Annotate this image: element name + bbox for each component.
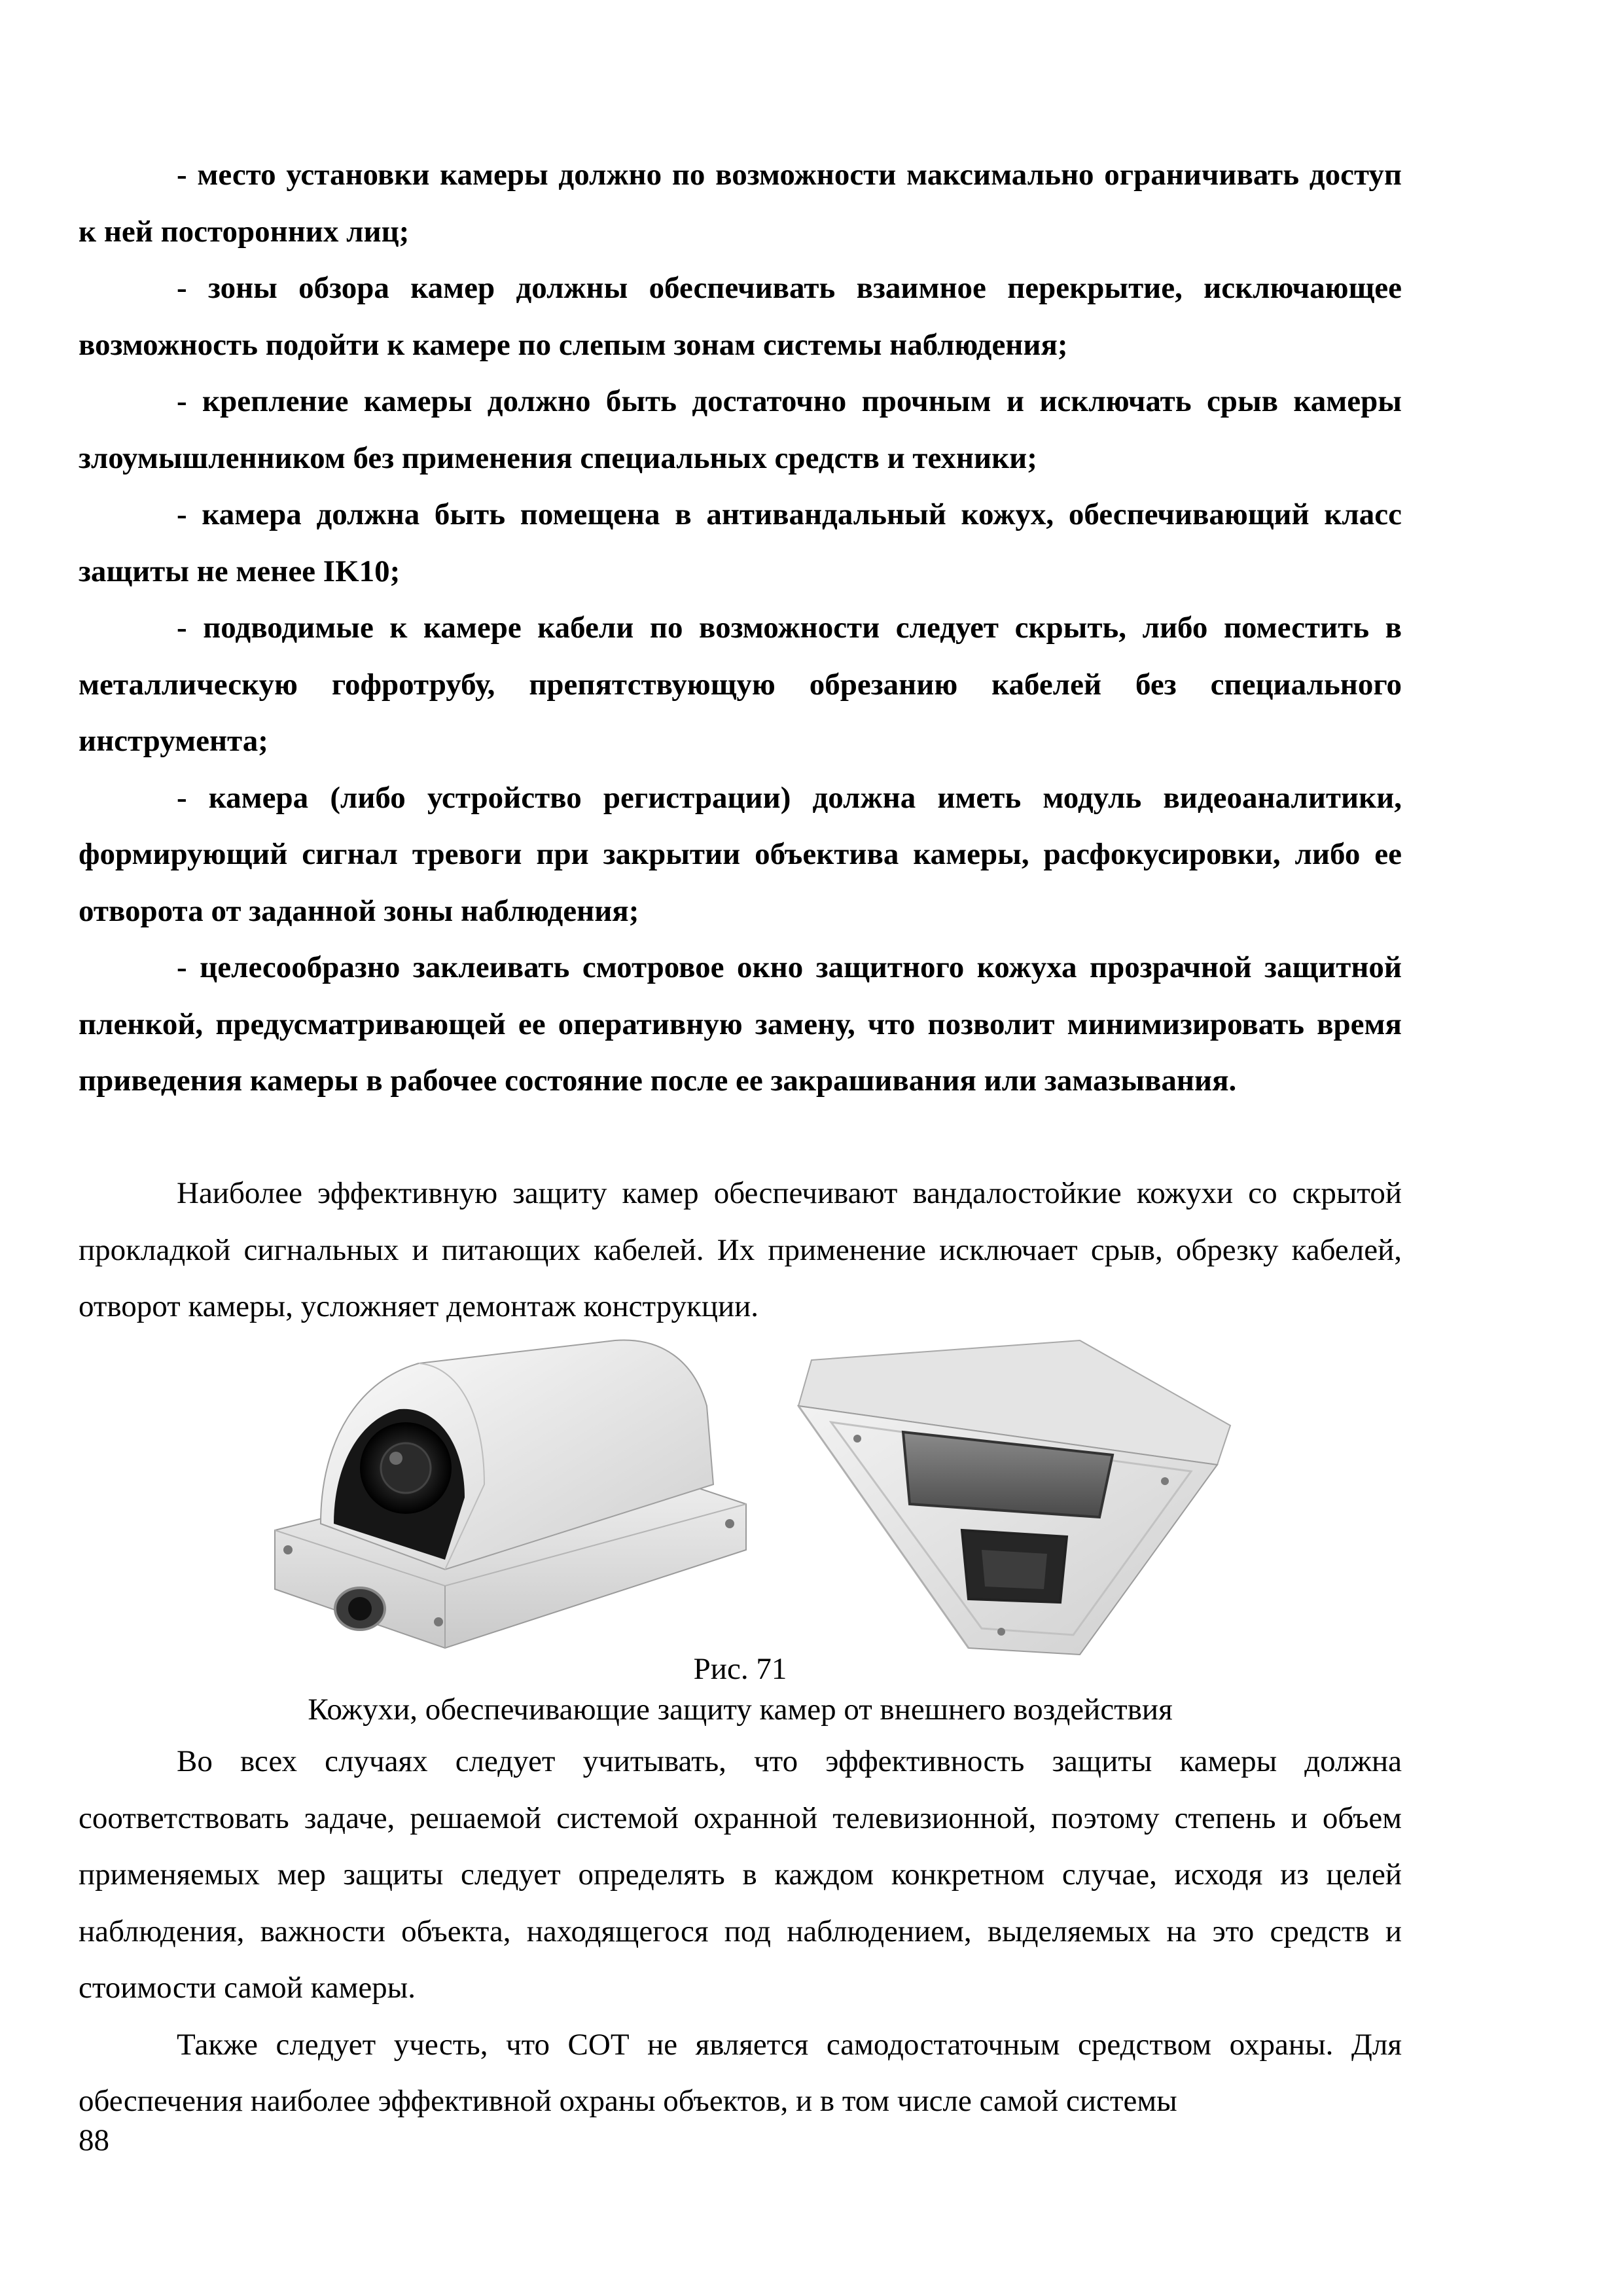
figure-caption: Кожухи, обеспечивающие защиту камер от внешнего воздействия: [308, 1693, 1173, 1727]
list-item: - камера должна быть помещена в антивандальный кожух, обеспечивающий класс защиты не менее IK10;: [79, 497, 1402, 588]
body-section: [79, 1733, 1402, 2130]
intro-section: [79, 1165, 1402, 1335]
body-paragraph: Во всех случаях следует учитывать, что эффективность защиты камеры должна соответствовать задаче, решаемой системой охранной телевизионной, поэтому степень и объем применяемых мер защиты следует определять в каждом конкретном случае, исходя из целей наблюдения, важности объекта, находящегося под наблюдением, выделяемых на это средств и стоимости самой камеры.: [79, 1744, 1402, 2005]
page-number: 88: [79, 2123, 109, 2157]
list-item: - камера (либо устройство регистрации) должна иметь модуль видеоаналитики, формирующий сигнал тревоги при закрытии объектива камеры, расфокусировки, либо ее отворота от заданной зоны наблюдения;: [79, 780, 1402, 928]
requirements-list: [79, 147, 1402, 1109]
camera-housing-image: [249, 1334, 759, 1661]
body-paragraph: Также следует учесть, что СОТ не является самодостаточным средством охраны. Для обеспечения наиболее эффективной охраны объектов, и в том числе самой системы: [79, 2027, 1402, 2118]
figure-number: Рис. 71: [693, 1652, 787, 1686]
list-item: - зоны обзора камер должны обеспечивать взаимное перекрытие, исключающее возможность подойти к камере по слепым зонам системы наблюдения;: [79, 271, 1402, 362]
list-item: - подводимые к камере кабели по возможности следует скрыть, либо поместить в металлическую гофротрубу, препятствующую обрезанию кабелей без специального инструмента;: [79, 611, 1402, 758]
figure-71: [249, 1334, 1243, 1661]
intro-paragraph: Наиболее эффективную защиту камер обеспечивают вандалостойкие кожухи со скрытой прокладкой сигнальных и питающих кабелей. Их применение исключает срыв, обрезку кабелей, отворот камеры, усложняет демонтаж конструкции.: [79, 1176, 1402, 1323]
list-item: - крепление камеры должно быть достаточно прочным и исключать срыв камеры злоумышленником без применения специальных средств и техники;: [79, 384, 1402, 475]
list-item: - место установки камеры должно по возможности максимально ограничивать доступ к ней посторонних лиц;: [79, 158, 1402, 249]
corner-housing-image: [772, 1334, 1243, 1661]
list-item: - целесообразно заклеивать смотровое окно защитного кожуха прозрачной защитной пленкой, предусматривающей ее оперативную замену, что позволит минимизировать время приведения камеры в рабочее состояние после ее закрашивания или замазывания.: [79, 950, 1402, 1098]
